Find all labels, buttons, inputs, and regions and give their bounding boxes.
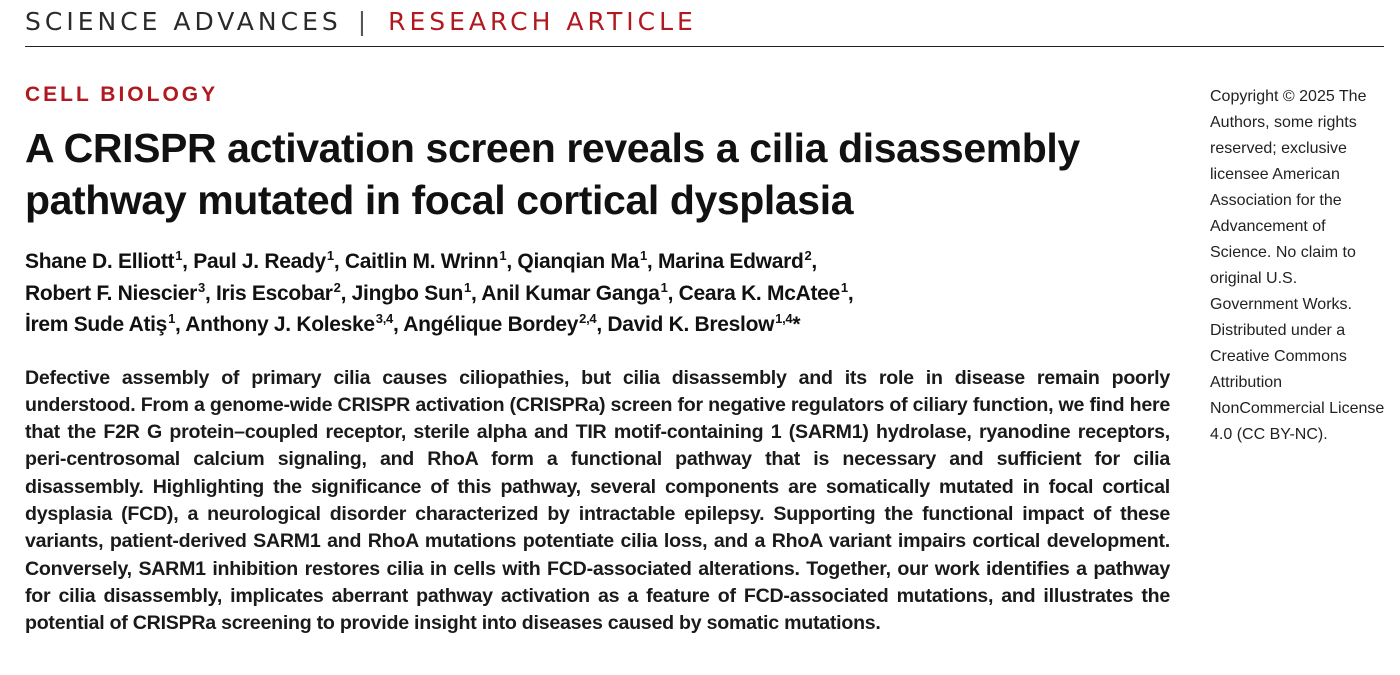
author[interactable] bbox=[678, 279, 848, 305]
author-name: Iris Escobar bbox=[216, 281, 333, 305]
author-separator: , bbox=[667, 281, 679, 305]
journal-name: SCIENCE ADVANCES bbox=[25, 7, 342, 36]
author-separator: , bbox=[182, 250, 194, 273]
affiliation-marker: 2 bbox=[333, 279, 341, 295]
author-name: Jingbo Sun bbox=[351, 281, 463, 305]
author[interactable] bbox=[25, 279, 205, 305]
affiliation-marker: 1 bbox=[326, 248, 334, 263]
author-separator: , bbox=[506, 250, 518, 273]
author-name: İrem Sude Atiş bbox=[25, 313, 168, 336]
affiliation-marker: 1 bbox=[840, 279, 848, 295]
author-name: Marina Edward bbox=[658, 250, 804, 273]
header-separator: | bbox=[357, 7, 367, 36]
author[interactable] bbox=[216, 279, 341, 305]
author-list bbox=[25, 246, 1170, 341]
affiliation-marker: 1 bbox=[639, 248, 647, 263]
author-separator: , bbox=[175, 313, 186, 336]
author[interactable] bbox=[185, 313, 393, 336]
affiliation-marker: 1 bbox=[175, 248, 183, 263]
author-separator: , bbox=[340, 281, 352, 305]
author[interactable] bbox=[481, 279, 668, 305]
affiliation-marker: 1 bbox=[464, 279, 471, 295]
author-name: David K. Breslow bbox=[607, 313, 775, 336]
author-name: Robert F. Niescier bbox=[25, 281, 197, 305]
affiliation-marker: 1 bbox=[168, 311, 175, 326]
author-separator: , bbox=[392, 313, 404, 336]
affiliation-marker: 1 bbox=[499, 248, 507, 263]
author[interactable] bbox=[517, 250, 647, 273]
author[interactable] bbox=[25, 250, 182, 273]
affiliation-marker: 3,4 bbox=[375, 311, 393, 326]
author-name: Paul J. Ready bbox=[193, 250, 326, 273]
author-separator: , bbox=[811, 250, 817, 273]
title-line: pathway mutated in focal cortical dysplasia bbox=[25, 177, 854, 223]
author-separator: , bbox=[204, 281, 217, 305]
corresponding-author-marker: * bbox=[792, 313, 801, 336]
abstract: Defective assembly of primary cilia causes ciliopathies, but cilia disassembly and its role in disease remain poorly understood. From a genome-wide CRISPR activation (CRISPRa) screen for negative regulators of ciliary function, we find here that the F2R G protein–coupled receptor, sterile alpha and TIR motif-containing 1 (SARM1) hydrolase, ryanodine receptors, peri-centrosomal calcium signaling, and RhoA form a functional pathway that is necessary and sufficient for cilia disassembly. Highlighting the significance of this pathway, several components are somatically mutated in focal cortical dysplasia (FCD), a neurological disorder characterized by intractable epilepsy. Supporting the functional impact of these variants, patient-derived SARM1 and RhoA mutations potentiate cilia loss, and a RhoA variant impairs cortical development. Conversely, SARM1 inhibition restores cilia in cells with FCD-associated alterations. Together, our work identifies a pathway for cilia disassembly, implicates aberrant pathway activation as a feature of FCD-associated mutations, and illustrates the potential of CRISPRa screening to provide insight into diseases caused by somatic mutations. bbox=[25, 366, 1170, 635]
affiliation-marker: 3 bbox=[198, 279, 205, 295]
author[interactable] bbox=[403, 313, 596, 336]
affiliation-marker: 2 bbox=[804, 248, 812, 263]
author[interactable] bbox=[351, 279, 471, 305]
article-type: RESEARCH ARTICLE bbox=[388, 7, 697, 36]
author-name: Caitlin M. Wrinn bbox=[344, 250, 499, 273]
author[interactable] bbox=[345, 250, 506, 273]
author-separator: , bbox=[646, 250, 658, 273]
author[interactable] bbox=[193, 250, 334, 273]
author-name: Shane D. Elliott bbox=[25, 250, 175, 273]
section-label: CELL BIOLOGY bbox=[25, 83, 219, 106]
author-separator: , bbox=[596, 313, 608, 336]
author[interactable] bbox=[658, 250, 811, 273]
author-name: Ceara K. McAtee bbox=[678, 281, 840, 305]
affiliation-marker: 1,4 bbox=[775, 311, 793, 326]
author[interactable] bbox=[607, 313, 792, 336]
author-separator: , bbox=[470, 281, 482, 305]
copyright-notice: Copyright © 2025 The Authors, some rights reserved; exclusive licensee American Association for the Advancement of Science. No claim to original U.S. Government Works. Distributed under a Creative Commons Attribution NonCommercial License 4.0 (CC BY-NC). bbox=[1210, 88, 1385, 443]
affiliation-marker: 1 bbox=[660, 279, 668, 295]
author-separator: , bbox=[847, 281, 854, 305]
author-name: Qianqian Ma bbox=[517, 250, 639, 273]
author[interactable] bbox=[25, 313, 175, 336]
author-name: Anthony J. Koleske bbox=[185, 313, 375, 336]
header-line bbox=[25, 6, 1384, 38]
affiliation-marker: 2,4 bbox=[579, 311, 597, 326]
author-separator: , bbox=[333, 250, 345, 273]
author-name: Anil Kumar Ganga bbox=[481, 281, 660, 305]
author-name: Angélique Bordey bbox=[403, 313, 579, 336]
title-line: A CRISPR activation screen reveals a cilia disassembly bbox=[25, 125, 1080, 171]
article-main bbox=[25, 82, 1170, 657]
journal-header bbox=[25, 6, 1384, 47]
article-title bbox=[25, 122, 1170, 226]
